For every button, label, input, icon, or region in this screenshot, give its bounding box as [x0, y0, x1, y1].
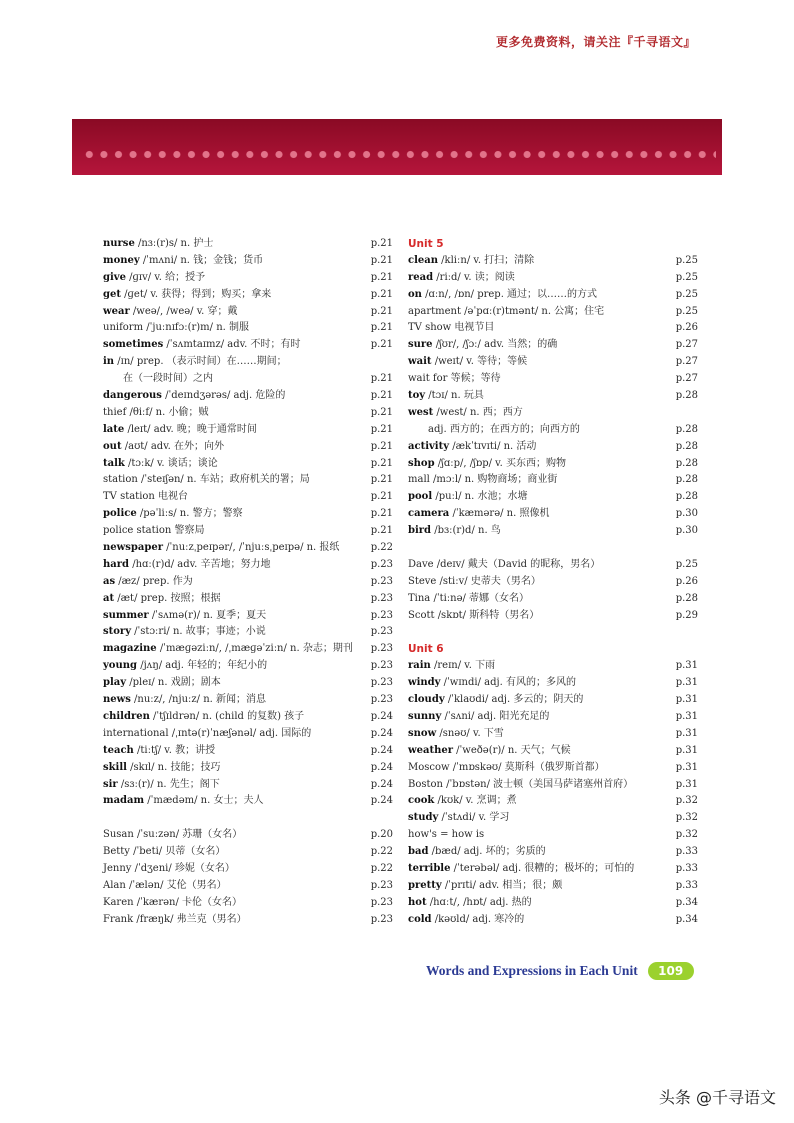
vocab-entry: [103, 557, 393, 574]
footer-title: Words and Expressions in Each Unit: [426, 963, 638, 978]
page-ref: p.28: [675, 474, 698, 486]
vocab-entry: [103, 456, 393, 473]
headword: news: [103, 694, 131, 706]
page-ref: p.32: [675, 795, 698, 807]
vocab-entry: [103, 777, 393, 794]
vocab-entry: [103, 912, 393, 929]
page-ref: p.31: [675, 677, 698, 689]
headword: in: [103, 356, 115, 368]
vocab-entry: [408, 743, 698, 760]
page-ref: p.28: [675, 457, 698, 469]
page-ref: p.31: [675, 778, 698, 790]
vocab-entry: [408, 878, 698, 895]
decorative-banner: [72, 119, 722, 175]
definition: /jʌŋ/ adj. 年轻的；年纪小的: [137, 660, 268, 672]
vocab-entry: [103, 641, 393, 658]
definition: Steve /stiːv/ 史蒂夫（男名）: [408, 575, 541, 587]
headword: hot: [408, 896, 427, 908]
headword: sir: [103, 778, 118, 790]
definition: /ɪn/ prep. （表示时间）在……期间；: [114, 356, 287, 368]
definition: /ʃɑːp/, /ʃɒp/ v. 买东西；购物: [434, 457, 566, 469]
page-ref: p.31: [675, 761, 698, 773]
vocab-entry: [103, 895, 393, 912]
header-note: 更多免费资料，请关注『千寻语文』: [495, 35, 696, 49]
definition: /kliːn/ v. 打扫；清除: [438, 254, 535, 266]
vocab-entry: [103, 489, 393, 506]
headword: snow: [408, 727, 437, 739]
headword: police: [103, 508, 137, 520]
definition: /tiːtʃ/ v. 教；讲授: [133, 744, 216, 756]
vocab-entry: [103, 726, 393, 743]
vocab-entry: [103, 658, 393, 675]
headword: madam: [103, 795, 145, 807]
vocab-entry: [408, 844, 698, 861]
definition: /leɪt/ adv. 晚；晚于通常时间: [124, 423, 257, 435]
headword: bird: [408, 525, 432, 537]
definition: /ɡɪv/ v. 给；授予: [125, 271, 206, 283]
page-ref: p.21: [370, 423, 393, 435]
vocab-entry: [103, 709, 393, 726]
vocab-entry: [408, 405, 698, 422]
definition: /kʊk/ v. 烹调；煮: [434, 795, 517, 807]
vocab-entry: [103, 793, 393, 810]
vocab-entry: [408, 861, 698, 878]
vocab-entry: [103, 253, 393, 270]
vocab-entry: [408, 810, 698, 827]
watermark: 头条 @千寻语文: [658, 1088, 776, 1107]
definition: /pəˈliːs/ n. 警方；警察: [136, 508, 243, 520]
unit-heading: Unit 6: [408, 643, 444, 656]
page-ref: p.27: [675, 356, 698, 368]
page-ref: p.21: [370, 457, 393, 469]
page-ref: p.27: [675, 373, 698, 385]
right-vocabulary-column: [408, 236, 698, 929]
page-ref: p.21: [370, 271, 393, 283]
page-ref: p.21: [370, 474, 393, 486]
spacer: [408, 624, 698, 641]
definition: /ʃʊr/, /ʃɔː/ adv. 当然；的确: [432, 339, 558, 351]
headword: play: [103, 677, 127, 689]
definition: /reɪn/ v. 下雨: [430, 660, 496, 672]
page-ref: p.21: [370, 390, 393, 402]
definition: /ˈweðə(r)/ n. 天气；气候: [452, 744, 571, 756]
vocab-entry: [103, 287, 393, 304]
definition: Jenny /ˈdʒeni/ 珍妮（女名）: [103, 862, 235, 874]
vocab-entry: [408, 760, 698, 777]
vocab-entry: [408, 591, 698, 608]
definition: /hɑː(r)d/ adv. 辛苦地；努力地: [129, 558, 271, 570]
vocab-entry: [103, 608, 393, 625]
definition: TV station 电视台: [103, 491, 189, 503]
definition: /ˈdeɪndʒərəs/ adj. 危险的: [161, 390, 286, 402]
vocab-entry: [408, 253, 698, 270]
page-ref: p.23: [370, 879, 393, 891]
page-ref: p.21: [370, 373, 393, 385]
definition: /ˈprɪti/ adv. 相当；很；颇: [441, 879, 563, 891]
vocab-entry: [408, 304, 698, 321]
page-ref: p.30: [675, 508, 698, 520]
headword: toy: [408, 390, 426, 402]
unit-heading: Unit 5: [408, 238, 444, 250]
page-ref: p.33: [675, 862, 698, 874]
page-ref: p.21: [370, 491, 393, 503]
definition: /skɪl/ n. 技能；技巧: [126, 761, 221, 773]
page-ref: p.31: [675, 727, 698, 739]
page-ref: p.21: [370, 339, 393, 351]
definition: /ˈstɔːri/ n. 故事；事迹；小说: [131, 626, 266, 638]
headword: newspaper: [103, 542, 163, 554]
vocab-entry: [408, 489, 698, 506]
page-ref: p.23: [370, 626, 393, 638]
definition: /tɔɪ/ n. 玩具: [425, 390, 484, 402]
vocab-entry: [408, 320, 698, 337]
page-ref: p.34: [675, 896, 698, 908]
page-ref: p.31: [675, 710, 698, 722]
definition: /tɔːk/ v. 谈话；谈论: [124, 457, 218, 469]
page-ref: p.23: [370, 677, 393, 689]
definition: /ˈklaʊdi/ adj. 多云的；阴天的: [444, 694, 584, 706]
definition: Susan /ˈsuːzən/ 苏珊（女名）: [103, 829, 243, 841]
headword: camera: [408, 508, 450, 520]
definition: /ˈtʃɪldrən/ n. (child 的复数) 孩子: [149, 710, 305, 722]
vocab-entry: [408, 658, 698, 675]
definition: international /ˌɪntə(r)ˈnæʃənəl/ adj. 国际的: [103, 727, 312, 739]
definition: /weɪt/ v. 等待；等候: [431, 356, 528, 368]
page-ref: p.25: [675, 305, 698, 317]
page-ref: p.31: [675, 694, 698, 706]
vocab-entry: [408, 608, 698, 625]
page-ref: p.25: [675, 288, 698, 300]
vocab-entry: [408, 912, 698, 929]
headword: children: [103, 710, 150, 722]
page-ref: p.23: [370, 575, 393, 587]
vocab-entry: [103, 270, 393, 287]
page-ref: p.26: [675, 322, 698, 334]
vocab-entry: [103, 337, 393, 354]
headword: west: [408, 406, 434, 418]
headword: as: [103, 575, 116, 587]
vocab-entry: [408, 574, 698, 591]
page-ref: p.32: [675, 829, 698, 841]
headword: pretty: [408, 879, 442, 891]
definition: uniform /ˈjuːnɪfɔː(r)m/ n. 制服: [103, 322, 249, 334]
spacer: [103, 810, 393, 827]
headword: weather: [408, 744, 453, 756]
definition: Karen /ˈkærən/ 卡伦（女名）: [103, 896, 243, 908]
headword: read: [408, 271, 434, 283]
page-ref: p.24: [370, 795, 393, 807]
page-ref: p.21: [370, 254, 393, 266]
spacer: [408, 540, 698, 557]
vocab-entry: [103, 861, 393, 878]
page-ref: p.25: [675, 254, 698, 266]
vocab-entry: [103, 574, 393, 591]
definition: /nuːz/, /njuːz/ n. 新闻；消息: [130, 694, 267, 706]
headword: clean: [408, 254, 438, 266]
definition: /ˈkæmərə/ n. 照像机: [449, 508, 550, 520]
vocab-entry: [408, 777, 698, 794]
vocab-entry: [408, 472, 698, 489]
page-ref: p.32: [675, 812, 698, 824]
headword: windy: [408, 677, 441, 689]
definition: thief /θiːf/ n. 小偷；贼: [103, 406, 209, 418]
page-ref: p.33: [675, 879, 698, 891]
headword: magazine: [103, 643, 157, 655]
headword: nurse: [103, 238, 135, 249]
definition: /bæd/ adj. 坏的；劣质的: [428, 846, 546, 858]
page-footer: [426, 962, 694, 980]
definition: Moscow /ˈmɒskəʊ/ 莫斯科（俄罗斯首都）: [408, 761, 605, 773]
definition: /æt/ prep. 按照；根据: [114, 592, 221, 604]
page-ref: p.28: [675, 440, 698, 452]
vocab-entry: [103, 523, 393, 540]
headword: cloudy: [408, 694, 445, 706]
page-ref: p.22: [370, 862, 393, 874]
headword: study: [408, 812, 439, 824]
headword: dangerous: [103, 390, 162, 402]
definition: /snəʊ/ v. 下雪: [436, 727, 504, 739]
headword: late: [103, 423, 125, 435]
vocab-entry: [103, 743, 393, 760]
vocab-entry: [408, 709, 698, 726]
page-ref: p.24: [370, 727, 393, 739]
page-ref: p.22: [370, 846, 393, 858]
page-ref: p.23: [370, 558, 393, 570]
headword: sure: [408, 339, 433, 351]
definition: /weə/, /weə/ v. 穿；戴: [129, 305, 238, 317]
page-ref: p.24: [370, 710, 393, 722]
page-ref: p.31: [675, 744, 698, 756]
definition: adj. 西方的；在西方的；向西方的: [428, 423, 580, 435]
vocab-entry: [408, 270, 698, 287]
vocab-entry: [103, 506, 393, 523]
page-ref: p.23: [370, 609, 393, 621]
headword: talk: [103, 457, 125, 469]
headword: summer: [103, 609, 149, 621]
definition: /ˈstʌdi/ v. 学习: [438, 812, 510, 824]
vocab-entry: [103, 878, 393, 895]
definition: /pleɪ/ n. 戏剧；剧本: [126, 677, 221, 689]
vocab-entry: [103, 624, 393, 641]
page-ref: p.24: [370, 761, 393, 773]
definition: Tina /ˈtiːnə/ 蒂娜（女名）: [408, 592, 530, 604]
vocab-entry: [408, 523, 698, 540]
headword: skill: [103, 761, 127, 773]
headword: out: [103, 440, 122, 452]
definition: /west/ n. 西；西方: [433, 406, 523, 418]
vocab-entry: [408, 388, 698, 405]
headword: cold: [408, 913, 432, 925]
vocab-entry: [103, 405, 393, 422]
vocab-entry: [103, 439, 393, 456]
definition: Alan /ˈælən/ 艾伦（男名）: [103, 879, 227, 891]
page-ref: p.29: [675, 609, 698, 621]
vocab-entry: [408, 793, 698, 810]
headword: wait: [408, 356, 432, 368]
vocab-entry: [408, 895, 698, 912]
page-ref: p.21: [370, 305, 393, 317]
page-ref: p.28: [675, 592, 698, 604]
definition: /ˈnuːzˌpeɪpər/, /ˈnjuːsˌpeɪpə/ n. 报纸: [162, 542, 340, 554]
vocab-entry: [103, 827, 393, 844]
definition: /nɜː(r)s/ n. 护士: [134, 238, 214, 249]
page-ref: p.27: [675, 339, 698, 351]
page-ref: p.21: [370, 322, 393, 334]
definition: 在（一段时间）之内: [123, 373, 213, 385]
definition: Frank /fræŋk/ 弗兰克（男名）: [103, 913, 247, 925]
vocab-entry: [103, 371, 393, 388]
definition: /ˈterəbəl/ adj. 很糟的；极坏的；可怕的: [450, 862, 635, 874]
definition: /hɑːt/, /hɒt/ adj. 热的: [426, 896, 532, 908]
definition: /ˈmædəm/ n. 女士；夫人: [144, 795, 264, 807]
definition: /riːd/ v. 读；阅读: [433, 271, 515, 283]
headword: wear: [103, 305, 130, 317]
definition: /æz/ prep. 作为: [115, 575, 193, 587]
vocab-entry: [103, 844, 393, 861]
vocab-entry: [408, 506, 698, 523]
headword: rain: [408, 660, 431, 672]
page-ref: p.28: [675, 423, 698, 435]
page-ref: p.21: [370, 406, 393, 418]
page-ref: p.34: [675, 913, 698, 925]
page-ref: p.23: [370, 694, 393, 706]
headword: cook: [408, 795, 435, 807]
page-ref: p.22: [370, 542, 393, 554]
headword: at: [103, 592, 115, 604]
definition: police station 警察局: [103, 525, 205, 537]
definition: Dave /deɪv/ 戴夫（David 的昵称，男名）: [408, 558, 601, 570]
headword: activity: [408, 440, 450, 452]
page-ref: p.31: [675, 660, 698, 672]
definition: /ˈwɪndi/ adj. 有风的；多风的: [440, 677, 576, 689]
vocab-entry: [103, 540, 393, 557]
definition: Boston /ˈbɒstən/ 波士顿（美国马萨诸塞州首府）: [408, 778, 634, 790]
headword: get: [103, 288, 121, 300]
vocab-entry: [408, 557, 698, 574]
definition: station /ˈsteɪʃən/ n. 车站；政府机关的署；局: [103, 474, 310, 486]
headword: pool: [408, 491, 433, 503]
page-ref: p.28: [675, 390, 698, 402]
vocab-entry: [103, 354, 393, 371]
page-ref: p.23: [370, 913, 393, 925]
page-ref: p.25: [675, 271, 698, 283]
headword: story: [103, 626, 131, 638]
headword: sometimes: [103, 339, 164, 351]
page-ref: p.33: [675, 846, 698, 858]
definition: /ɑːn/, /ɒn/ prep. 通过；以……的方式: [421, 288, 598, 300]
definition: /ˈsʌmtaɪmz/ adv. 不时；有时: [163, 339, 301, 351]
page-ref: p.21: [370, 238, 393, 249]
definition: /aʊt/ adv. 在外；向外: [121, 440, 225, 452]
page-ref: p.23: [370, 592, 393, 604]
definition: /kəʊld/ adj. 寒冷的: [431, 913, 525, 925]
vocab-entry: [103, 472, 393, 489]
vocab-entry: [103, 692, 393, 709]
page-ref: p.24: [370, 744, 393, 756]
vocab-entry: [103, 320, 393, 337]
headword: sunny: [408, 710, 442, 722]
vocab-entry: [103, 422, 393, 439]
definition: TV show 电视节目: [408, 322, 495, 334]
vocab-entry: [408, 354, 698, 371]
page-number-badge: 109: [648, 962, 694, 980]
banner-dots: [82, 150, 716, 159]
headword: teach: [103, 744, 134, 756]
vocab-entry: [103, 388, 393, 405]
page-ref: p.28: [675, 491, 698, 503]
definition: /bɜː(r)d/ n. 鸟: [431, 525, 501, 537]
definition: how's = how is: [408, 829, 485, 841]
definition: Betty /ˈbeti/ 贝蒂（女名）: [103, 846, 226, 858]
headword: money: [103, 254, 140, 266]
definition: /ˈmʌni/ n. 钱；金钱；货币: [139, 254, 264, 266]
headword: terrible: [408, 862, 451, 874]
definition: /puːl/ n. 水池；水塘: [432, 491, 528, 503]
definition: wait for 等候；等待: [408, 373, 501, 385]
vocab-entry: [408, 692, 698, 709]
page-ref: p.25: [675, 558, 698, 570]
page-ref: p.26: [675, 575, 698, 587]
vocab-entry: [408, 337, 698, 354]
headword: young: [103, 660, 138, 672]
vocab-entry: [103, 591, 393, 608]
definition: Scott /skɒt/ 斯科特（男名）: [408, 609, 540, 621]
vocab-entry: [408, 827, 698, 844]
vocab-entry: [408, 422, 698, 439]
page-ref: p.21: [370, 440, 393, 452]
vocab-entry: [408, 287, 698, 304]
vocab-entry: [408, 439, 698, 456]
page-ref: p.30: [675, 525, 698, 537]
definition: /ˈsʌmə(r)/ n. 夏季；夏天: [148, 609, 267, 621]
headword: give: [103, 271, 126, 283]
vocab-entry: [408, 726, 698, 743]
page-ref: p.24: [370, 778, 393, 790]
vocab-entry: [408, 675, 698, 692]
page-ref: p.23: [370, 896, 393, 908]
definition: /ˈsʌni/ adj. 阳光充足的: [441, 710, 550, 722]
page-ref: p.23: [370, 660, 393, 672]
vocab-entry: [103, 675, 393, 692]
definition: /ˈmæɡəziːn/, /ˌmæɡəˈziːn/ n. 杂志；期刊: [156, 643, 353, 655]
page-ref: p.20: [370, 829, 393, 841]
definition: /ɡet/ v. 获得；得到；购买；拿来: [120, 288, 272, 300]
vocab-entry: [103, 304, 393, 321]
vocab-entry: [103, 236, 393, 253]
vocab-entry: [408, 371, 698, 388]
left-vocabulary-column: [103, 236, 393, 929]
headword: shop: [408, 457, 435, 469]
headword: on: [408, 288, 422, 300]
vocab-entry: [103, 760, 393, 777]
page-ref: p.21: [370, 288, 393, 300]
headword: bad: [408, 846, 429, 858]
definition: apartment /əˈpɑː(r)tmənt/ n. 公寓；住宅: [408, 305, 605, 317]
page-ref: p.23: [370, 643, 393, 655]
definition: /ækˈtɪvɪti/ n. 活动: [449, 440, 537, 452]
definition: /sɜː(r)/ n. 先生；阁下: [117, 778, 220, 790]
definition: mall /mɔːl/ n. 购物商场；商业街: [408, 474, 558, 486]
page-ref: p.21: [370, 525, 393, 537]
headword: hard: [103, 558, 130, 570]
page-ref: p.21: [370, 508, 393, 520]
vocab-entry: [408, 456, 698, 473]
